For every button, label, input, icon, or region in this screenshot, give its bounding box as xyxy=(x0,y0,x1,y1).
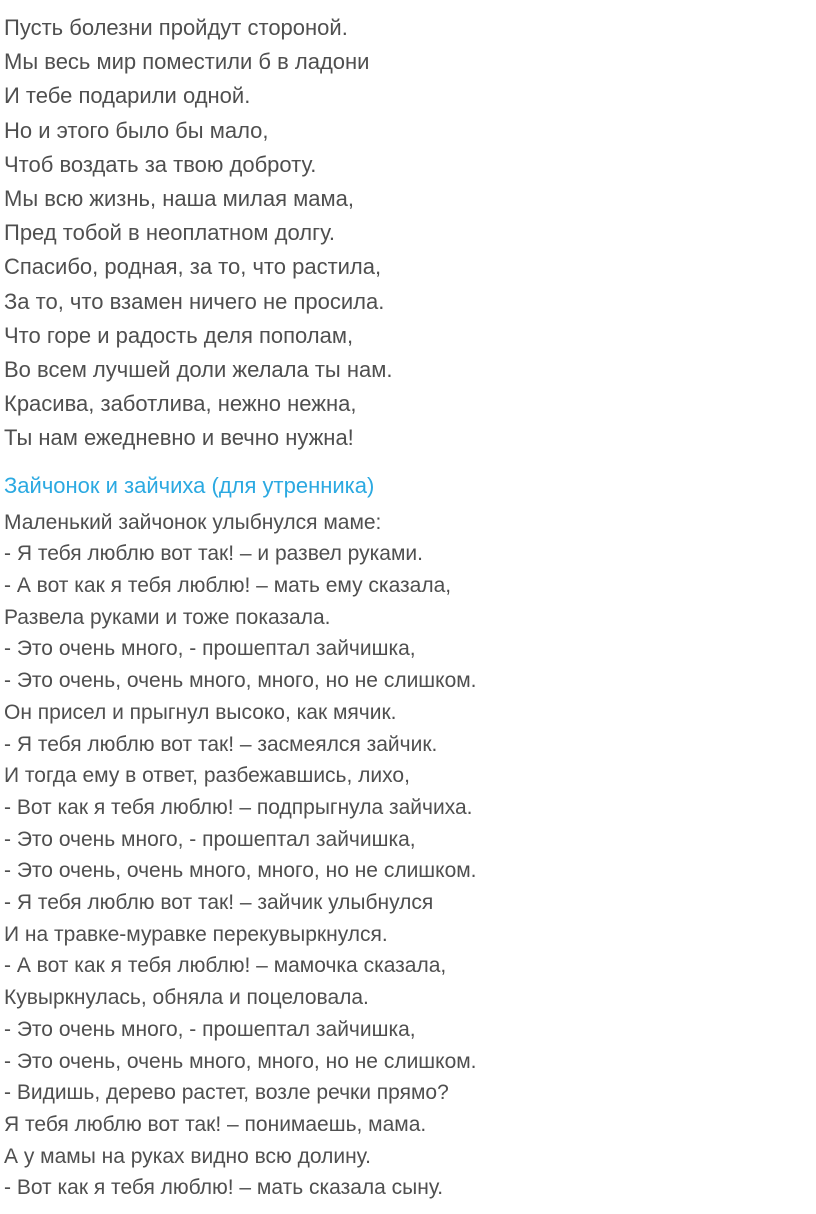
poem-line: Я тебя люблю вот так! – понимаешь, мама. xyxy=(4,1113,427,1136)
poem-line: - Я тебя люблю вот так! – и развел руками. xyxy=(4,542,423,566)
poem-line: - А вот как я тебя люблю! – мать ему сказала, xyxy=(4,574,452,598)
poem-line: Пред тобой в неоплатном долгу. xyxy=(4,220,336,246)
poem-line: Чтоб воздать за твою доброту. xyxy=(4,151,317,177)
poem-line: - А вот как я тебя люблю! – мамочка сказала, xyxy=(4,954,447,978)
section-heading: Зайчонок и зайчиха (для утренника) xyxy=(4,472,375,498)
poem-line: Красива, заботлива, нежно нежна, xyxy=(4,391,357,417)
poem-line: - Я тебя люблю вот так! – засмеялся зайчик. xyxy=(4,732,438,756)
poem-bunny xyxy=(4,507,806,1204)
poem-line: - Это очень много, - прошептал зайчишка, xyxy=(4,637,416,661)
poem-line: И тебе подарили одной. xyxy=(4,83,251,109)
poem-line: Кувыркнулась, обняла и поцеловала. xyxy=(4,986,369,1010)
poem-line: Но и этого было бы мало, xyxy=(4,117,269,143)
poem-line: - Я тебя люблю вот так! – зайчик улыбнулся xyxy=(4,891,434,915)
poem-line: За то, что взамен ничего не просила. xyxy=(4,288,385,314)
poem-line: Развела руками и тоже показала. xyxy=(4,605,331,629)
poem-line: - Это очень, очень много, много, но не слишком. xyxy=(4,859,477,883)
poem-line: - Вот как я тебя люблю! – мать сказала сыну. xyxy=(4,1176,444,1200)
poem-line: Спасибо, родная, за то, что растила, xyxy=(4,254,382,280)
poem-line: Во всем лучшей доли желала ты нам. xyxy=(4,357,393,383)
poem-line: Он присел и прыгнул высоко, как мячик. xyxy=(4,700,397,724)
poem-line: Ты нам ежедневно и вечно нужна! xyxy=(4,425,354,451)
poem-line: Мы всю жизнь, наша милая мама, xyxy=(4,186,354,212)
poem-line: Маленький зайчонок улыбнулся маме: xyxy=(4,510,382,534)
poem-line: - Это очень, очень много, много, но не слишком. xyxy=(4,1049,477,1073)
poem-line: Что горе и радость деля пополам, xyxy=(4,322,354,348)
poem-line: Пусть болезни пройдут стороной. xyxy=(4,15,348,40)
poem-line: И тогда ему в ответ, разбежавшись, лихо, xyxy=(4,764,410,788)
poem-line: - Это очень, очень много, много, но не слишком. xyxy=(4,669,477,693)
poem-line: - Это очень много, - прошептал зайчишка, xyxy=(4,827,416,851)
poem-line: - Вот как я тебя люблю! – подпрыгнула зайчиха. xyxy=(4,795,473,819)
poem-line: Мы весь мир поместили б в ладони xyxy=(4,49,370,75)
poem-mother xyxy=(4,11,806,456)
poem-line: А у мамы на руках видно всю долину. xyxy=(4,1144,371,1168)
poem-line: И на травке-муравке перекувыркнулся. xyxy=(4,922,388,946)
poem-line: - Видишь, дерево растет, возле речки прямо? xyxy=(4,1081,449,1105)
poem-line: - Это очень много, - прошептал зайчишка, xyxy=(4,1017,416,1041)
